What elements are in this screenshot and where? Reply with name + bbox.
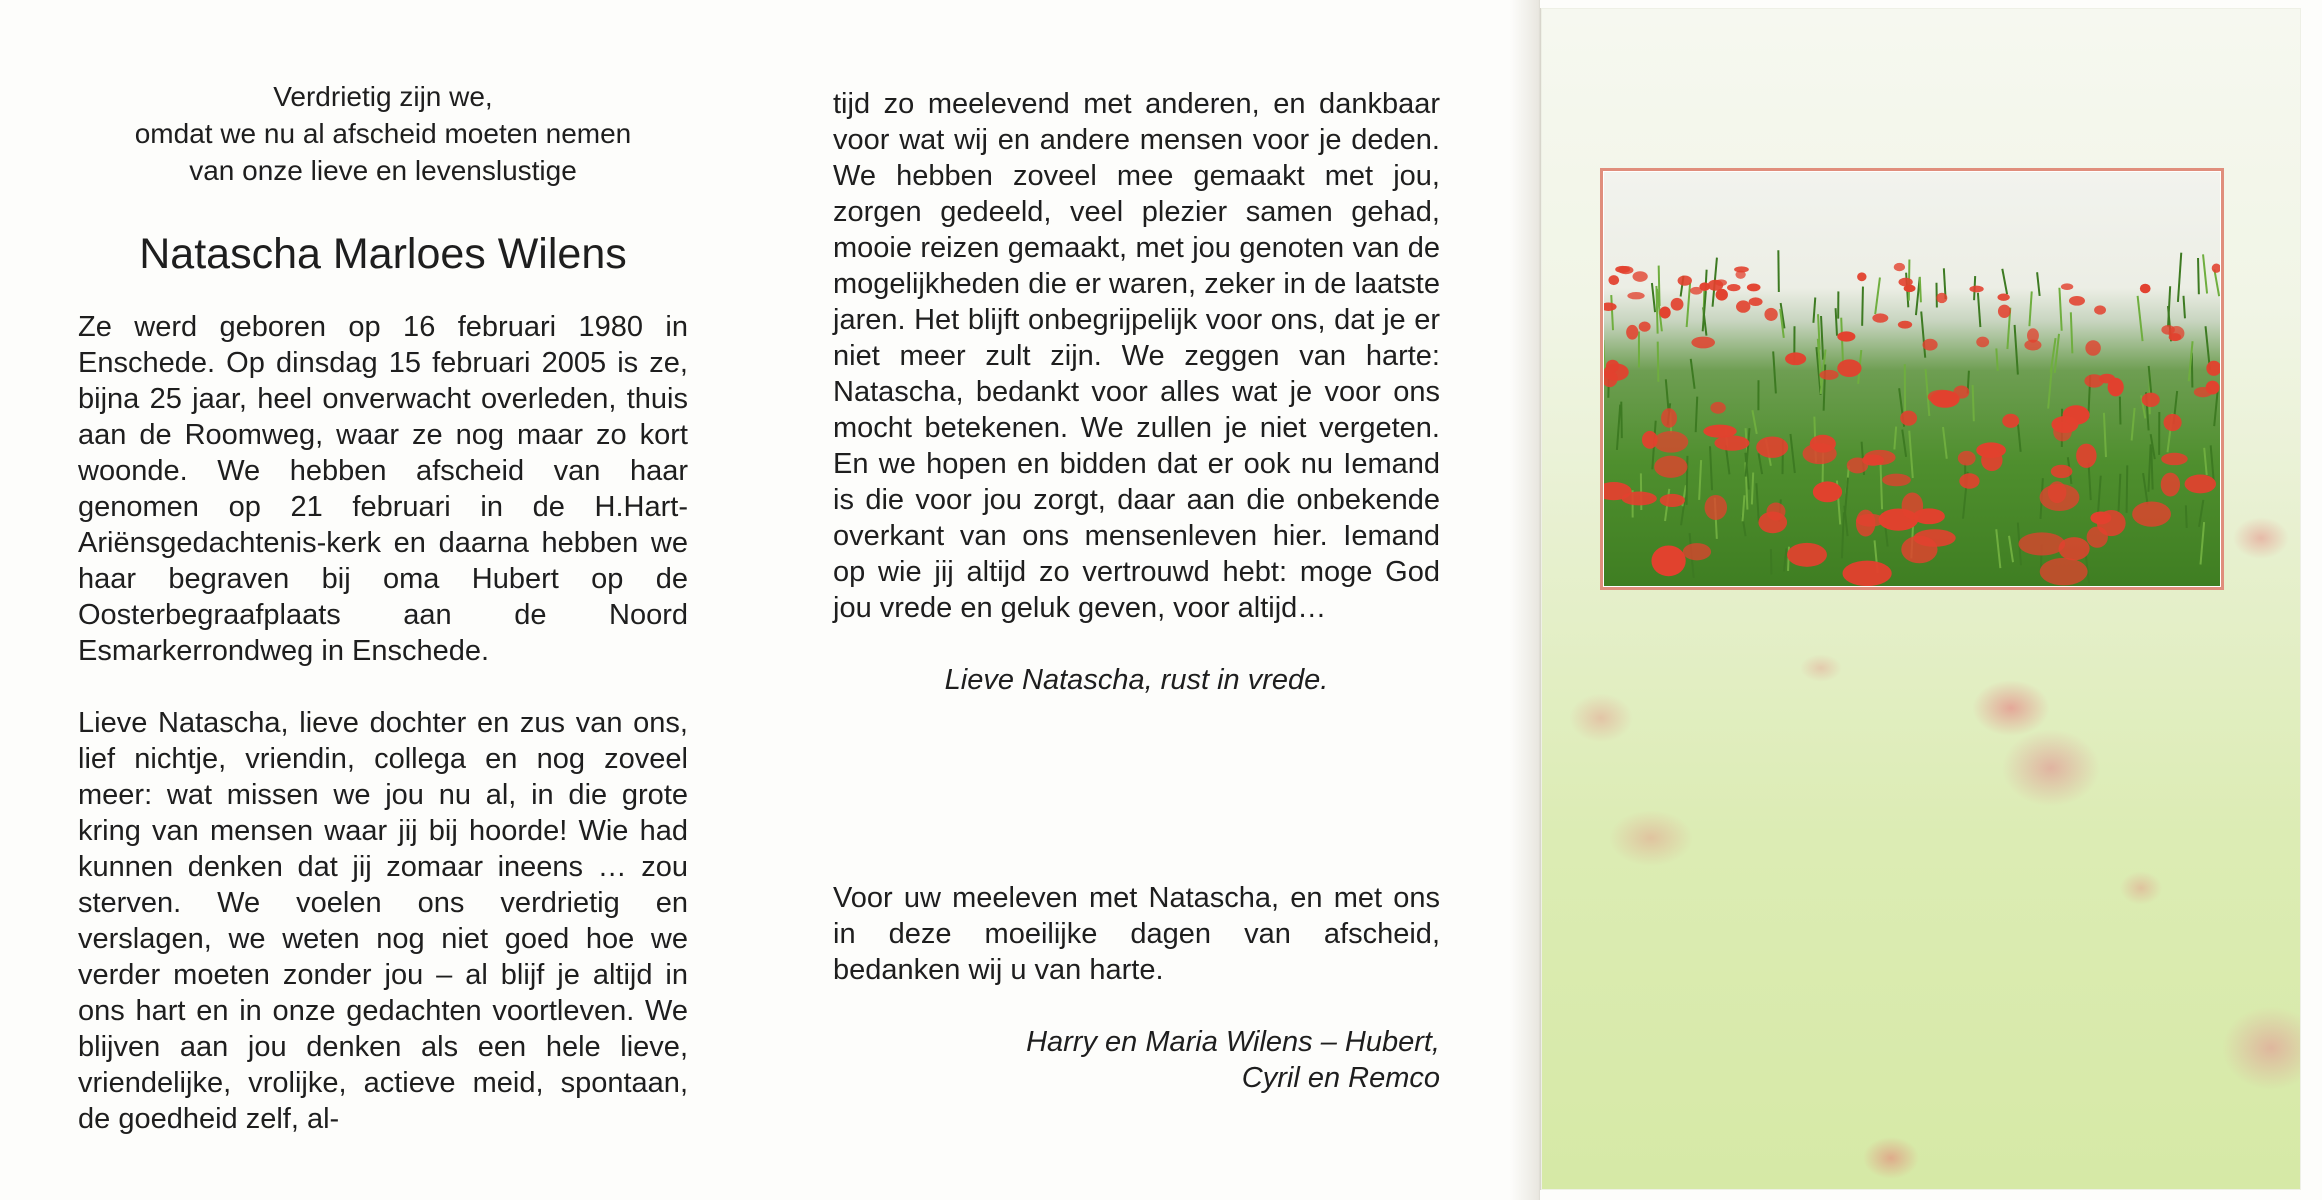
rest-in-peace-line: Lieve Natascha, rust in vrede. bbox=[944, 664, 1329, 696]
poppy-flower bbox=[1716, 289, 1728, 301]
tribute-paragraph: Lieve Natascha, lieve dochter en zus van ons, lief nichtje, vriendin, collega en nog zoveel meer: wat missen we jou nu al, in die grote kring van mensen waar jij bij hoorde! Wie had kunnen denken dat jij zomaar ineens … zou sterven. We voelen ons verdrietig en verslagen, we weten nog niet goed hoe we verder moeten zonder jou – al blijf je altijd in ons hart en in onze gedachten voortleven. We blijven aan jou denken als een hele lieve, vriendelijke, vrolijke, actieve meid, spontaan, de goedheid zelf, al- bbox=[78, 707, 688, 1135]
intro-line-3: van onze lieve en levenslustige bbox=[189, 155, 577, 186]
signature-line-1: Harry en Maria Wilens – Hubert, bbox=[1026, 1026, 1440, 1058]
poppy-flower bbox=[2212, 264, 2220, 273]
poppy-flower bbox=[1758, 512, 1787, 534]
poppy-flower bbox=[1785, 352, 1806, 365]
poppy-flower bbox=[1747, 283, 1761, 291]
poppy-flower bbox=[1654, 431, 1689, 453]
poppy-flower bbox=[1998, 305, 2011, 318]
poppy-flower bbox=[1749, 297, 1763, 306]
poppy-flower bbox=[1913, 508, 1945, 524]
poppy-flower bbox=[1872, 313, 1888, 322]
poppy-flower bbox=[1622, 492, 1657, 506]
poppy-flower bbox=[1898, 321, 1912, 329]
poppy-flower bbox=[2169, 333, 2181, 341]
poppy-flower bbox=[2142, 393, 2160, 407]
family-signature bbox=[833, 1024, 1440, 1096]
poppy-flower bbox=[1651, 545, 1685, 576]
poppy-flower bbox=[2061, 283, 2073, 290]
poppy-flower bbox=[1810, 435, 1836, 453]
poppy-flower bbox=[2094, 305, 2106, 314]
poppy-flower bbox=[1705, 495, 1728, 520]
poppy-flower bbox=[1922, 339, 1937, 351]
poppy-flower bbox=[1787, 543, 1827, 567]
poppy-flower bbox=[1710, 402, 1725, 414]
poppy-flower bbox=[1671, 298, 1684, 311]
poppy-flower bbox=[1764, 308, 1777, 321]
poppy-flower bbox=[1901, 536, 1937, 564]
poppy-flower bbox=[2051, 416, 2078, 433]
poppy-flower bbox=[1837, 359, 1861, 377]
poppy-flower bbox=[1997, 294, 2009, 301]
poppy-flower bbox=[2087, 526, 2108, 547]
poppy-flower bbox=[1661, 408, 1677, 428]
poppy-flower bbox=[1734, 266, 1749, 272]
poppy-flower bbox=[1654, 456, 1687, 478]
poppy-flower bbox=[2132, 501, 2171, 526]
poppy-flower bbox=[1936, 293, 1947, 303]
poppy-flower bbox=[2090, 511, 2111, 524]
poppy-field-illustration bbox=[1604, 172, 2220, 586]
poppy-flower bbox=[1976, 337, 1989, 348]
poppy-flower bbox=[1843, 561, 1892, 586]
poppy-flower bbox=[1618, 266, 1633, 274]
biography-paragraph: Ze werd geboren op 16 februari 1980 in Enschede. Op dinsdag 15 februari 2005 is ze, bijna 25 jaar, heel onverwacht overleden, thuis aan de Roomweg, waar ze nog maar zo kort woonde. We hebben afscheid van haar genomen op 21 februari in de H.Hart-Ariënsgedachtenis-kerk en daarna hebben we haar begraven bij oma Hubert op de Oosterbegraafplaats aan de Noord Esmarkerrondweg in Enschede. bbox=[78, 311, 688, 667]
poppy-flower bbox=[2051, 465, 2073, 478]
deceased-name: Natascha Marloes Wilens bbox=[139, 230, 627, 278]
poppy-flower bbox=[1604, 303, 1617, 311]
poppy-flower bbox=[1958, 451, 1976, 466]
poppy-flower bbox=[2048, 481, 2067, 503]
poppy-flower bbox=[1627, 292, 1644, 299]
poppy-flower bbox=[1837, 331, 1855, 341]
poppy-flower bbox=[1639, 322, 1651, 332]
poppy-flower bbox=[1900, 411, 1917, 426]
poppy-flower bbox=[1969, 286, 1983, 293]
poppy-flower bbox=[1690, 287, 1702, 295]
poppy-flower bbox=[2085, 340, 2100, 356]
poppy-flower bbox=[2018, 532, 2065, 555]
intro-line-1: Verdrietig zijn we, bbox=[273, 81, 493, 112]
poppy-flower bbox=[1606, 360, 1619, 372]
poppy-flower bbox=[1727, 284, 1741, 291]
poppy-flower bbox=[1691, 337, 1715, 349]
intro-text bbox=[78, 78, 688, 189]
poppy-flower bbox=[1660, 494, 1685, 507]
poppy-flower bbox=[1756, 436, 1788, 457]
poppy-flower bbox=[1678, 275, 1692, 285]
poppy-flower bbox=[2024, 340, 2041, 351]
poppy-flower bbox=[1953, 385, 1969, 398]
poppy-flower bbox=[1882, 474, 1911, 487]
poppy-flower bbox=[2040, 558, 2088, 586]
poppy-flower bbox=[2108, 378, 2124, 397]
poppy-flower bbox=[2163, 414, 2181, 431]
tribute-continuation: tijd zo meelevend met anderen, en dankbaar voor wat wij en andere mensen voor je deden. We hebben zoveel mee gemaakt met jou, zorgen gedeeld, veel plezier samen gehad, mooie reizen gemaakt, met jou genoten van de mogelijkheden die er waren, zeker in de laatste jaren. Het blijft onbegrijpelijk voor ons, dat je er niet meer zult zijn. We zeggen van harte: Natascha, bedankt voor alles wat je voor ons mocht betekenen. We zullen je niet vergeten. En we hopen en bidden dat er ook nu Iemand is die voor jou zorgt, daar aan die onbekende overkant van ons mensenleven hier. Iemand op wie jij altijd zo vertrouwd hebt: moge God jou vrede en geluk geven, voor altijd… bbox=[833, 88, 1440, 624]
poppy-flower bbox=[1813, 481, 1842, 502]
intro-line-2: omdat we nu al afscheid moeten nemen bbox=[134, 118, 632, 149]
poppy-flower bbox=[1659, 306, 1670, 318]
poppy-flower bbox=[1959, 473, 1979, 488]
middle-column bbox=[833, 86, 1440, 698]
poppy-flower bbox=[1736, 300, 1750, 312]
poppy-flower bbox=[2002, 414, 2019, 428]
card-fold bbox=[1510, 0, 1540, 1200]
thanks-paragraph: Voor uw meeleven met Natascha, en met ons in deze moeilijke dagen van afscheid, bedanken wij u van harte. bbox=[833, 882, 1440, 986]
poppy-flower bbox=[1683, 543, 1711, 560]
poppy-flower bbox=[1894, 263, 1905, 271]
poppy-flower bbox=[2161, 473, 2180, 497]
poppy-flower bbox=[2194, 387, 2212, 397]
poppy-flower bbox=[1976, 442, 2006, 458]
poppy-flower bbox=[2161, 453, 2188, 465]
poppy-flower bbox=[2076, 444, 2097, 468]
poppy-field-photo bbox=[1604, 172, 2220, 586]
poppy-flower bbox=[1847, 458, 1868, 474]
poppy-flower bbox=[1898, 278, 1912, 287]
poppy-flower bbox=[1632, 271, 1647, 282]
poppy-flower bbox=[1626, 325, 1638, 340]
poppy-flower bbox=[2069, 296, 2085, 306]
poppy-flower bbox=[2140, 284, 2151, 294]
poppy-flower bbox=[1857, 272, 1866, 281]
poppy-flower bbox=[1856, 514, 1885, 527]
poppy-flower bbox=[1608, 275, 1619, 285]
poppy-flower bbox=[2084, 374, 2104, 387]
left-column bbox=[78, 78, 688, 1137]
poppy-flower bbox=[1819, 370, 1838, 380]
signature-line-2: Cyril en Remco bbox=[1241, 1062, 1440, 1094]
poppy-flower bbox=[1714, 435, 1749, 450]
poppy-flower bbox=[2185, 474, 2216, 493]
